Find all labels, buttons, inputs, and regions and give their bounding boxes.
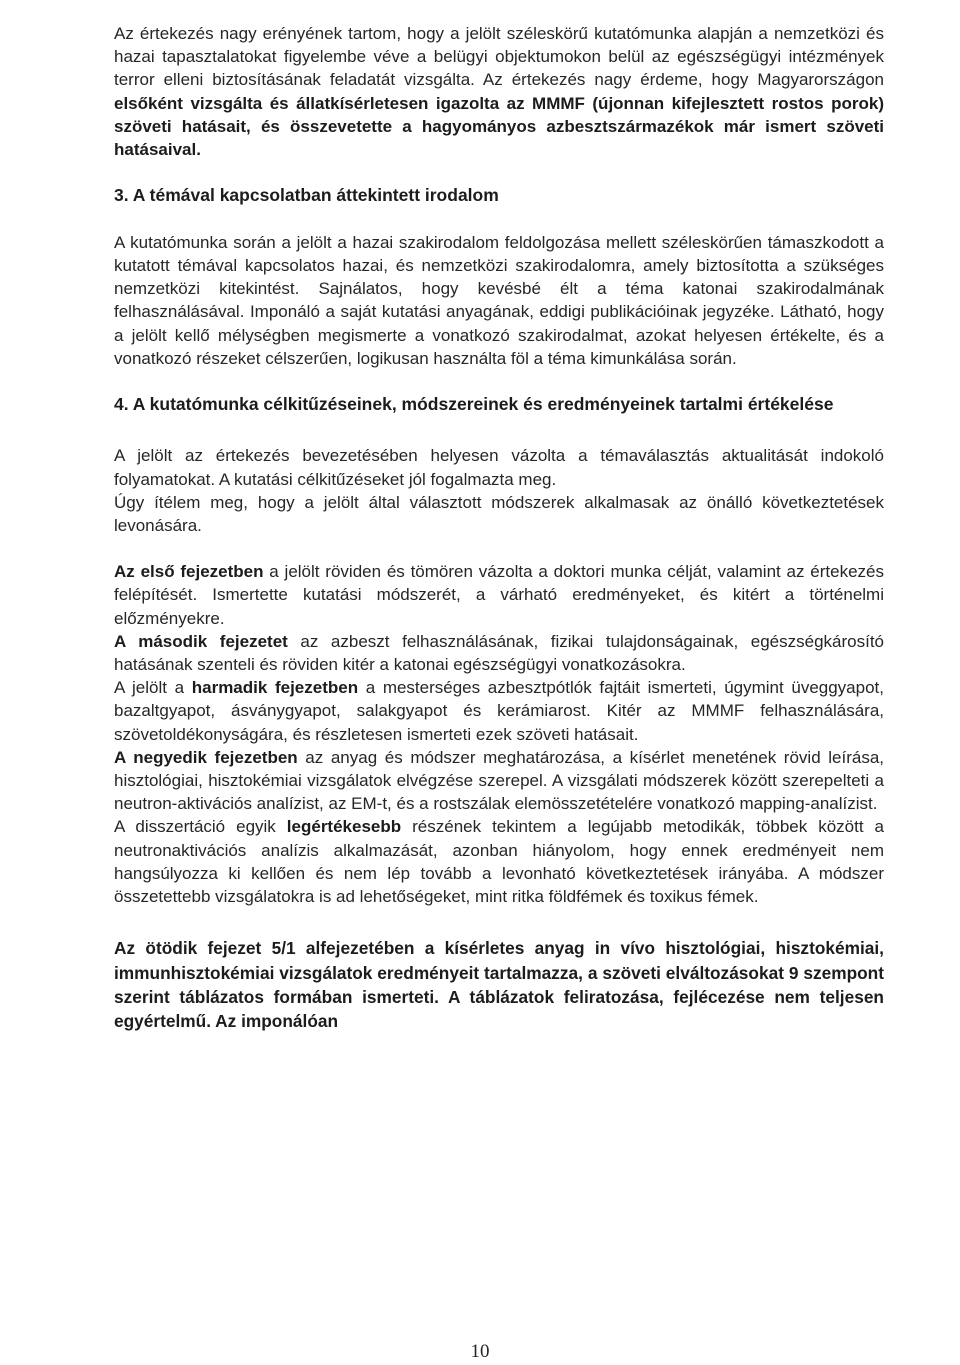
chapter-4-text: az anyag és módszer meghatározása, a kísérlet menetének rövid leírása, hisztológiai, hisztokémiai vizsgálatok elvégzése szerepel. A vizsgálati módszerek között szerepelteti a neutron-aktivációs analízist, az EM-t, és a rostszálak elemösszetételére vonatkozó mapping-analízist.: [114, 747, 884, 814]
page-number: 10: [470, 1341, 490, 1362]
chapter-3-text: a mesterséges azbesztpótlók fajtáit ismerteti, úgymint üveggyapot, bazaltgyapot, ásványgyapot, salakgyapot és kerámiarost. Kitér az MMMF felhasználására, szövetoldékonyságára, és részletesen ismerteti ezek szöveti hatásait.: [114, 678, 884, 744]
document-page: [114, 22, 884, 1033]
chapter-3-lead: A jelölt a: [114, 678, 192, 698]
chapter-2-label: A második fejezetet: [114, 631, 288, 651]
chapter-1-paragraph: [114, 560, 884, 630]
section-4-methods: Úgy ítélem meg, hogy a jelölt által választott módszerek alkalmasak az önálló következtetések levonására.: [114, 492, 884, 536]
section-3-paragraph: A kutatómunka során a jelölt a hazai szakirodalom feldolgozása mellett széleskörűen támaszkodott a kutatott témával kapcsolatos hazai, és nemzetközi szakirodalomra, amely biztosította a szükséges nemzetközi kitekintést. Sajnálatos, hogy kevésbé élt a téma katonai szakirodalmának felhasználásával. Imponáló a saját kutatási anyagának, eddigi publikációinak jegyzéke. Látható, hogy a jelölt kellő mélységben megismerte a vonatkozó szakirodalmat, azokat helyesen értékelte, és a vonatkozó részeket célszerűen, logikusan használta föl a téma kimunkálása során.: [114, 232, 884, 368]
chapter-4-label: A negyedik fejezetben: [114, 747, 298, 767]
chapter-3-label: harmadik fejezetben: [191, 678, 359, 698]
chapter-1-text: a jelölt röviden és tömören vázolta a doktori munka célját, valamint az értekezés felépítését. Ismertette kutatási módszerét, a várható eredményeket, és kitért a történelmi előzményekre.: [114, 562, 884, 628]
chapter-2-text: az azbeszt felhasználásának, fizikai tulajdonságainak, egészségkárosító hatásának szenteli és röviden kitér a katonai egészségügyi vonatkozásokra.: [114, 631, 885, 675]
section-4-heading: 4. A kutatómunka célkitűzéseinek, módszereinek és eredményeinek tartalmi értékelése: [114, 393, 834, 414]
section-4-intro: A jelölt az értekezés bevezetésében helyesen vázolta a témaválasztás aktualitását indokoló folyamatokat. A kutatási célkitűzéseket jól fogalmazta meg.: [114, 446, 884, 489]
paragraph-intro: [114, 22, 884, 161]
paragraph-intro-bold: elsőként vizsgálta és állatkísérletesen igazolta az MMMF (újonnan kifejlesztett rostos porok) szöveti hatásait, és összevetette a hagyományos azbesztszármazékok már ismert szöveti hatásaival.: [114, 93, 884, 160]
chapter-5-paragraph: Az ötödik fejezet 5/1 alfejezetében a kísérletes anyag in vívo hisztológiai, hisztokémiai, immunhisztokémiai vizsgálatok eredményeit tartalmazza, a szöveti elváltozásokat 9 szempont szerint táblázatos formában ismerteti. A táblázatok feliratozása, fejlécezése nem teljesen egyértelmű. Az imponálóan: [114, 938, 884, 1031]
chapter-2-paragraph: [114, 630, 884, 676]
paragraph-intro-text: Az értekezés nagy erényének tartom, hogy a jelölt széleskörű kutatómunka alapján a nemzetközi és hazai tapasztalatokat figyelembe véve a belügyi objektumokon belül az egészségügyi intézmények terror elleni biztosításának feladatát vizsgálta. Az értekezés nagy érdeme, hogy Magyarországon: [114, 24, 884, 90]
chapter-1-label: Az első fejezetben: [114, 562, 264, 582]
chapter-4-evaluation-text: részének tekintem a legújabb metodikák, többek között a neutronaktivációs analízis alkalmazását, azonban hiányolom, hogy ennek eredményeit nem hangsúlyozza ki kellően és nem lép tovább a levonható következtetések irányába. A módszer összetettebb vizsgálatokra is ad lehetőségeket, mint ritka földfémek és toxikus fémek.: [114, 817, 885, 907]
chapter-4-evaluation: [114, 815, 884, 908]
chapter-4-evaluation-bold: legértékesebb: [286, 817, 402, 837]
chapter-3-paragraph: [114, 676, 884, 746]
section-3-heading: 3. A témával kapcsolatban áttekintett irodalom: [114, 185, 499, 206]
chapter-4-evaluation-lead: A disszertáció egyik: [114, 817, 287, 837]
chapter-4-paragraph: [114, 746, 884, 816]
